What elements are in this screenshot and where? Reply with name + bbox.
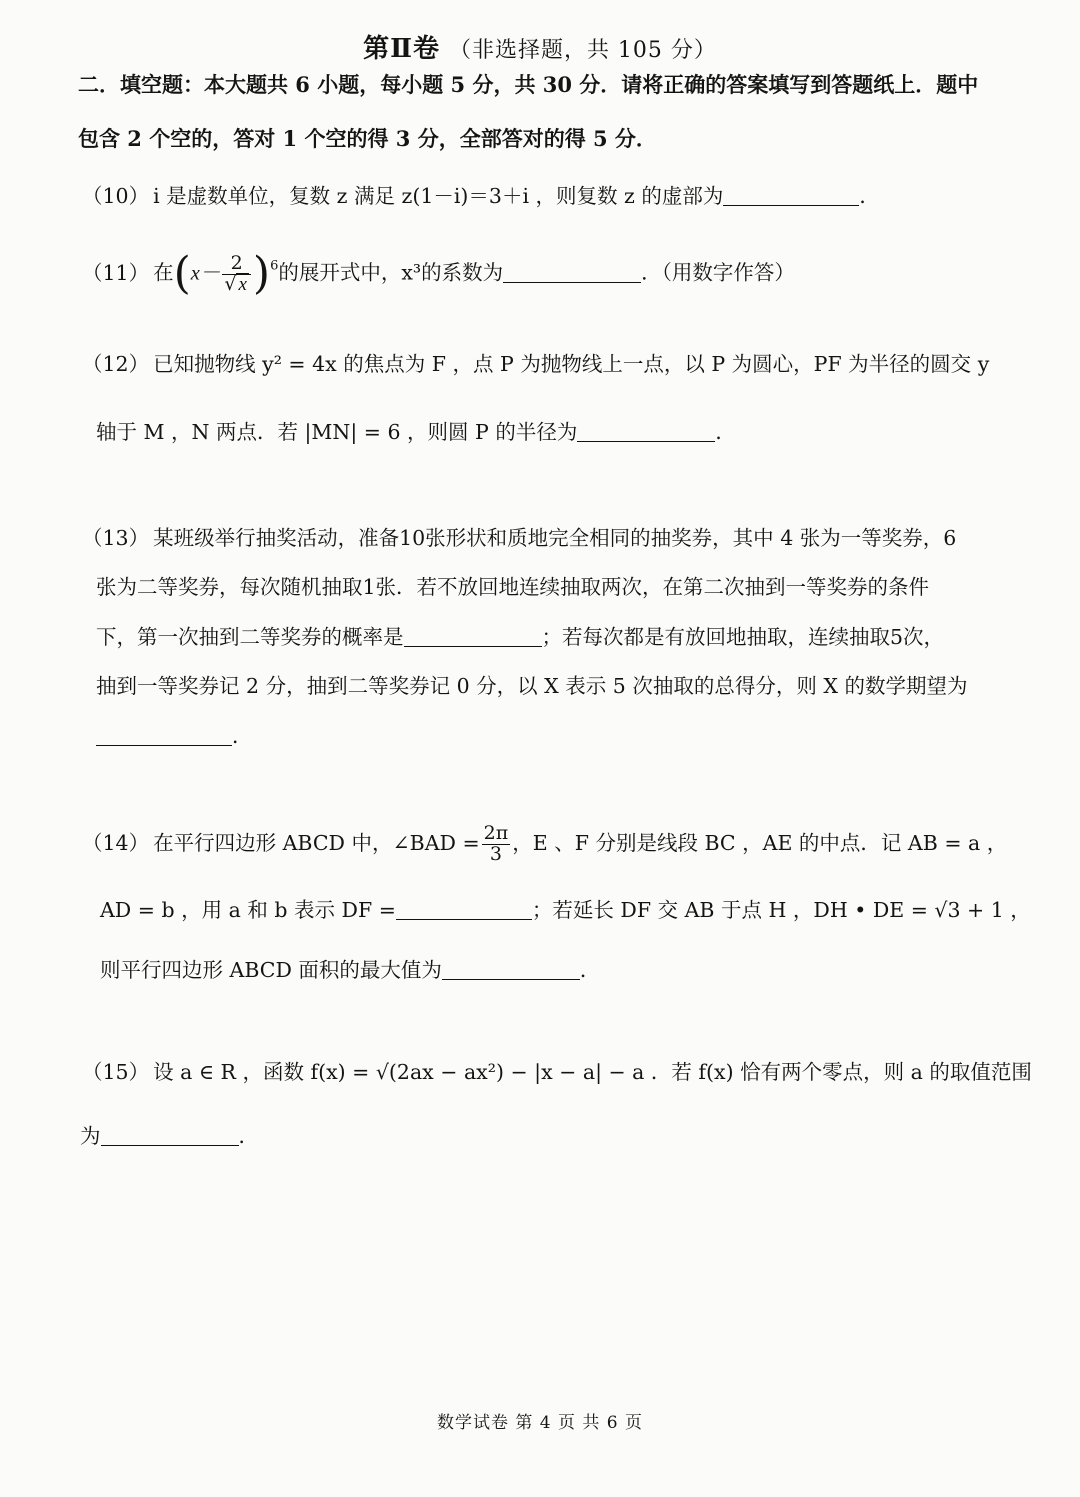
left-paren: ( bbox=[173, 248, 191, 299]
punct: ． bbox=[238, 1124, 259, 1148]
question-13-line-5 bbox=[96, 726, 253, 747]
answer-blank[interactable] bbox=[503, 264, 641, 283]
question-text: 已知抛物线 y² = 4x 的焦点为 F ，点 P 为抛物线上一点，以 P 为圆心，PF 为半径的圆交 y bbox=[153, 352, 990, 376]
question-12-line-1 bbox=[82, 354, 989, 375]
question-15-line-2 bbox=[80, 1126, 259, 1147]
punct: ． bbox=[579, 958, 601, 982]
fraction-numerator: 2π bbox=[483, 822, 509, 844]
question-11 bbox=[82, 248, 795, 299]
answer-blank[interactable] bbox=[101, 1127, 239, 1146]
question-text: ，E 、F 分别是线段 BC ，AE 的中点．记 AB = a ， bbox=[512, 830, 1008, 855]
question-text: ；若延长 DF 交 AB 于点 H ，DH • DE = √3 + 1 ， bbox=[531, 898, 1031, 922]
question-13-line-3 bbox=[96, 627, 944, 648]
question-text: 的展开式中，x³的系数为 bbox=[278, 260, 504, 285]
question-text: i 是虚数单位，复数 z 满足 z(1－i)＝3＋i ，则复数 z 的虚部为 bbox=[153, 184, 724, 208]
fraction bbox=[482, 824, 511, 865]
intro-line-2: 包含 2 个空的，答对 1 个空的得 3 分，全部答对的得 5 分． bbox=[78, 126, 657, 151]
question-number: （14） bbox=[82, 830, 150, 855]
question-13-line-1 bbox=[82, 528, 956, 549]
punct: ． bbox=[715, 420, 736, 444]
question-text: 某班级举行抽奖活动，准备10张形状和质地完全相同的抽奖券，其中 4 张为一等奖券，6 bbox=[153, 526, 957, 550]
section-intro bbox=[78, 58, 1018, 166]
title-subtitle: （非选择题，共 105 分） bbox=[448, 38, 717, 63]
question-13-line-2 bbox=[96, 577, 929, 598]
question-pre: 在 bbox=[153, 260, 174, 285]
question-text: 张为二等奖券，每次随机抽取1张．若不放回地连续抽取两次，在第二次抽到一等奖券的条件 bbox=[96, 575, 930, 599]
answer-blank-2[interactable] bbox=[442, 961, 580, 980]
question-13-line-4 bbox=[96, 676, 967, 697]
question-number: （15） bbox=[82, 1060, 150, 1084]
question-text: 设 a ∈ R ，函数 f(x) = √(2ax − ax²) − |x − a| − a ．若 f(x) 恰有两个零点，则 a 的取值范围 bbox=[153, 1060, 1032, 1084]
page-footer: 数学试卷 第 4 页 共 6 页 bbox=[436, 1413, 644, 1433]
intro-line-1: 二．填空题：本大题共 6 小题，每小题 5 分，共 30 分．请将正确的答案填写到答题纸上．题中 bbox=[78, 72, 979, 97]
question-12-line-2 bbox=[96, 422, 736, 443]
question-text: 为 bbox=[80, 1124, 101, 1148]
fraction-numerator: 2 bbox=[222, 254, 251, 275]
answer-blank[interactable] bbox=[723, 187, 859, 206]
radicand: x bbox=[238, 273, 247, 295]
question-text: 下，第一次抽到二等奖券的概率是 bbox=[96, 625, 404, 649]
question-text: 则平行四边形 ABCD 面积的最大值为 bbox=[100, 958, 442, 982]
punct: ． bbox=[859, 184, 880, 208]
question-14-line-3 bbox=[100, 960, 600, 981]
question-text: AD = b ，用 a 和 b 表示 DF = bbox=[100, 898, 396, 922]
question-text: ；若每次都是有放回地抽取，连续抽取5次， bbox=[541, 625, 945, 649]
answer-blank[interactable] bbox=[577, 423, 715, 442]
question-text: 抽到一等奖券记 2 分，抽到二等奖券记 0 分，以 X 表示 5 次抽取的总得分，则 X 的数学期望为 bbox=[96, 674, 968, 698]
fraction-denominator: 3 bbox=[489, 842, 502, 865]
question-14-line-1 bbox=[82, 824, 1007, 865]
question-10 bbox=[82, 186, 880, 207]
question-number: （12） bbox=[82, 352, 150, 376]
question-number: （13） bbox=[82, 526, 150, 550]
binomial-x: x－ bbox=[190, 262, 221, 285]
question-number: （11） bbox=[82, 260, 150, 285]
question-text: 在平行四边形 ABCD 中，∠BAD = bbox=[153, 830, 480, 855]
question-text: 轴于 M ，N 两点．若 |MN| = 6 ，则圆 P 的半径为 bbox=[96, 420, 578, 444]
answer-blank-2[interactable] bbox=[96, 727, 232, 746]
answer-blank-1[interactable] bbox=[404, 628, 542, 647]
fraction bbox=[222, 251, 251, 295]
exponent: 6 bbox=[270, 258, 279, 274]
question-14-line-2 bbox=[100, 900, 1031, 921]
question-number: （10） bbox=[82, 184, 150, 208]
fraction-denominator: √ x bbox=[224, 272, 247, 295]
right-paren: ) bbox=[252, 248, 271, 299]
punct: ． bbox=[232, 724, 253, 748]
answer-blank-1[interactable] bbox=[396, 901, 532, 920]
title-main: 第Ⅱ卷 bbox=[363, 34, 440, 64]
punct: ．（用数字作答） bbox=[641, 260, 795, 285]
question-15-line-1 bbox=[82, 1062, 1032, 1083]
